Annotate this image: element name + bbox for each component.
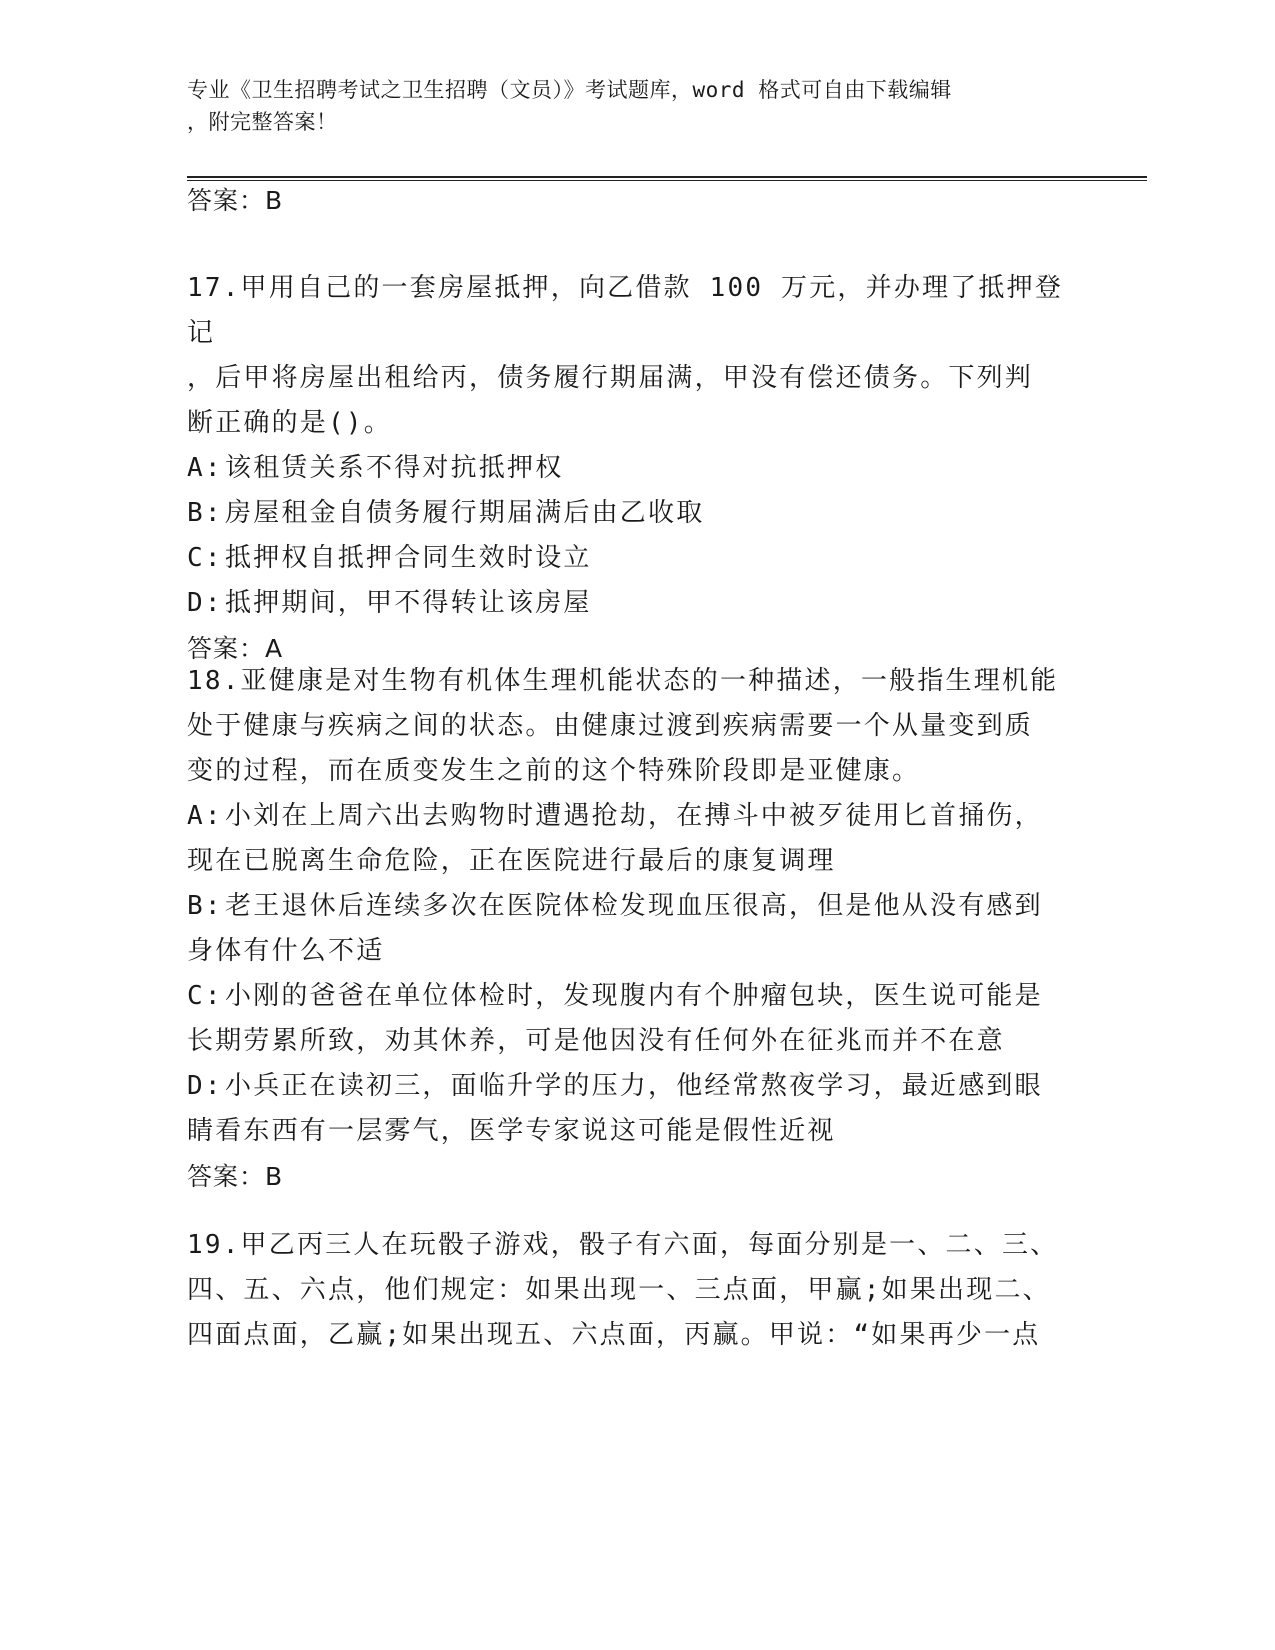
question-17-option-a bbox=[187, 446, 1067, 491]
question-18-stem-line-1: 18.亚健康是对生物有机体生理机能状态的一种描述，一般指生理机能 bbox=[187, 666, 1059, 696]
question-18-option-b bbox=[187, 884, 1067, 929]
option-text-line-1: 小刚的爸爸在单位体检时，发现腹内有个肿瘤包块，医生说可能是 bbox=[225, 981, 1043, 1011]
question-17 bbox=[187, 266, 1067, 672]
question-18-option-b-cont: 身体有什么不适 bbox=[187, 936, 385, 966]
question-19-stem-line-3: 四面点面，乙赢;如果出现五、六点面，丙赢。甲说：“如果再少一点 bbox=[187, 1320, 1041, 1350]
page-header bbox=[187, 74, 1067, 138]
option-text: 该租赁关系不得对抗抵押权 bbox=[225, 453, 564, 483]
option-text: 房屋租金自债务履行期届满后由乙收取 bbox=[225, 498, 705, 528]
option-letter: B: bbox=[187, 498, 223, 528]
question-18-stem-line-3: 变的过程，而在质变发生之前的这个特殊阶段即是亚健康。 bbox=[187, 756, 921, 786]
option-text-line-1: 老王退休后连续多次在医院体检发现血压很高，但是他从没有感到 bbox=[225, 891, 1043, 921]
option-letter: C: bbox=[187, 981, 223, 1011]
question-17-option-d bbox=[187, 581, 1067, 626]
option-letter: C: bbox=[187, 543, 223, 573]
question-19-stem-line-2: 四、五、六点，他们规定：如果出现一、三点面，甲赢;如果出现二、 bbox=[187, 1275, 1051, 1305]
question-17-answer: 答案：A bbox=[187, 634, 284, 663]
answer-previous-question: 答案：B bbox=[187, 186, 284, 215]
question-18 bbox=[187, 659, 1067, 1200]
question-18-option-d-cont: 睛看东西有一层雾气，医学专家说这可能是假性近视 bbox=[187, 1116, 836, 1146]
option-text: 抵押权自抵押合同生效时设立 bbox=[225, 543, 592, 573]
question-18-answer: 答案：B bbox=[187, 1162, 284, 1191]
option-text: 抵押期间，甲不得转让该房屋 bbox=[225, 588, 592, 618]
question-18-option-a bbox=[187, 794, 1067, 839]
option-letter: B: bbox=[187, 891, 223, 921]
option-letter: A: bbox=[187, 801, 223, 831]
question-18-option-c bbox=[187, 974, 1067, 1019]
question-17-stem-line-3: 断正确的是()。 bbox=[187, 408, 392, 438]
option-letter: D: bbox=[187, 588, 223, 618]
question-18-option-c-cont: 长期劳累所致，劝其休养，可是他因没有任何外在征兆而并不在意 bbox=[187, 1026, 1005, 1056]
header-title-line-1: 专业《卫生招聘考试之卫生招聘（文员）》考试题库，word 格式可自由下载编辑 bbox=[187, 78, 952, 102]
question-19 bbox=[187, 1223, 1067, 1358]
question-17-option-b bbox=[187, 491, 1067, 536]
question-18-option-d bbox=[187, 1064, 1067, 1109]
option-text-line-1: 小兵正在读初三，面临升学的压力，他经常熬夜学习，最近感到眼 bbox=[225, 1071, 1043, 1101]
question-17-stem-line-1: 17.甲用自己的一套房屋抵押，向乙借款 100 万元，并办理了抵押登记 bbox=[187, 273, 1064, 348]
header-title-line-2: ，附完整答案！ bbox=[187, 110, 338, 134]
question-17-stem-line-2: ，后甲将房屋出租给丙，债务履行期届满，甲没有偿还债务。下列判 bbox=[187, 363, 1034, 393]
question-18-option-a-cont: 现在已脱离生命危险，正在医院进行最后的康复调理 bbox=[187, 846, 836, 876]
option-text-line-1: 小刘在上周六出去购物时遭遇抢劫，在搏斗中被歹徒用匕首捅伤， bbox=[225, 801, 1043, 831]
question-19-stem-line-1: 19.甲乙丙三人在玩骰子游戏，骰子有六面，每面分别是一、二、三、 bbox=[187, 1230, 1059, 1260]
question-18-stem-line-2: 处于健康与疾病之间的状态。由健康过渡到疾病需要一个从量变到质 bbox=[187, 711, 1034, 741]
option-letter: A: bbox=[187, 453, 223, 483]
question-17-option-c bbox=[187, 536, 1067, 581]
option-letter: D: bbox=[187, 1071, 223, 1101]
